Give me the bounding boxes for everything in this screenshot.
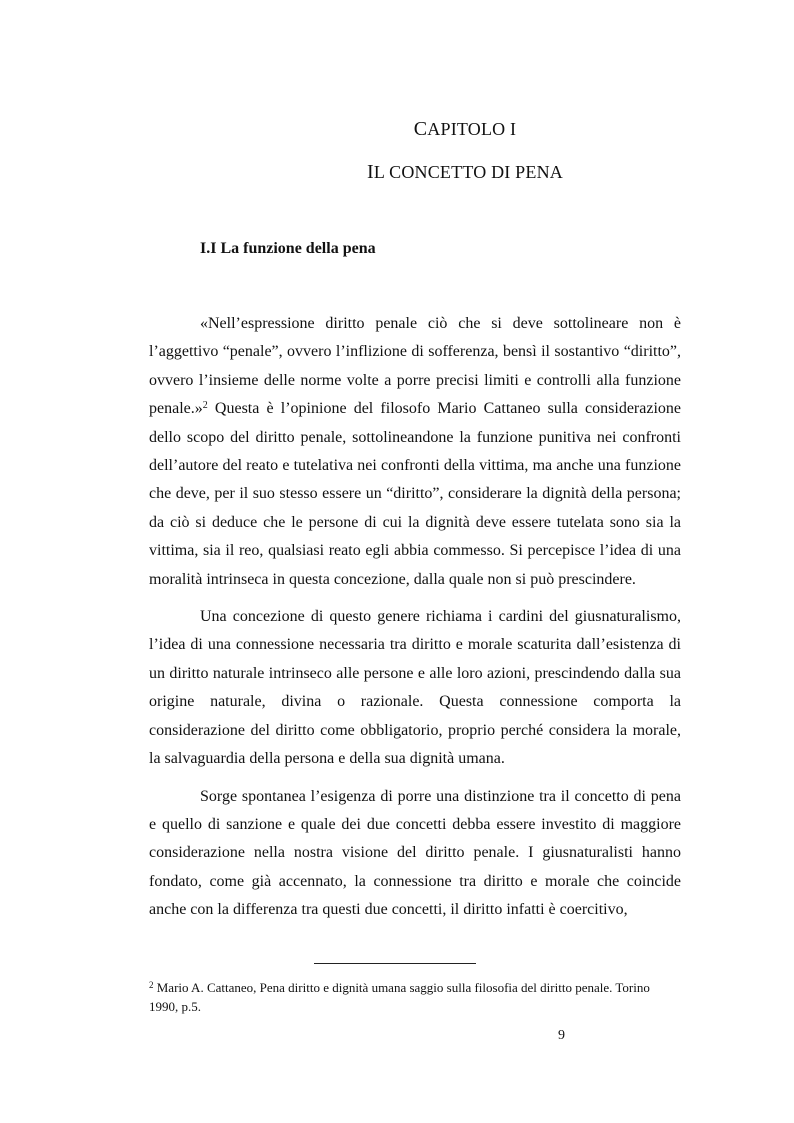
page-number: 9 [558,1028,565,1043]
footnote-marker: 2 [149,980,154,990]
footnote-divider [314,963,476,964]
chapter-title-rest: L CONCETTO DI PENA [373,162,563,182]
chapter-number-initial: C [413,118,428,140]
chapter-number-rest: APITOLO I [427,119,517,139]
paragraph-1 [149,310,681,594]
paragraph-1-continuation: Questa è l’opinione del filosofo Mario Cattaneo sulla considerazione dello scopo del diritto penale, sottolineandone la funzione punitiva nei confronti dell’autore del reato e tutelativa nei confronti della vittima, ma anche una funzione che deve, per il suo stesso essere un “diritto”, considerare la dignità della persona; da ciò si deduce che le persone di cui la dignità deve essere tutelata sono sia la vittima, sia il reo, qualsiasi reato egli abbia commesso. Si percepisce l’idea di una moralità intrinseca in questa concezione, dalla quale non si può prescindere. [149,400,681,588]
quote-text: «Nell’espressione diritto penale ciò che si deve sottolineare non è l’aggettivo “penale”, ovvero l’inflizione di sofferenza, bensì il sostantivo “diritto”, ovvero l’insieme delle norme volte a porre precisi limiti e controlli alla funzione penale.» [149,315,681,418]
chapter-title-initial: I [367,161,374,183]
chapter-title [0,161,794,184]
body-text [149,310,681,925]
paragraph-2: Una concezione di questo genere richiama i cardini del giusnaturalismo, l’idea di una connessione necessaria tra diritto e morale scaturita dall’esistenza di un diritto naturale intrinseco alle persone e alle loro azioni, prescindendo dalla sua origine naturale, divina o razionale. Questa connessione comporta la considerazione del diritto come obbligatorio, proprio perché considera la morale, la salvaguardia della persona e della sua dignità umana. [149,608,681,768]
footnote-reference[interactable]: 2 [202,400,208,412]
chapter-number [0,118,794,141]
paragraph-3: Sorge spontanea l’esigenza di porre una distinzione tra il concetto di pena e quello di sanzione e quale dei due concetti debba essere investito di maggiore considerazione nella nostra visione del diritto penale. I giusnaturalisti hanno fondato, come già accennato, la connessione tra diritto e morale che coincide anche con la differenza tra questi due concetti, il diritto infatti è coercitivo, [149,787,681,919]
footnote-text: Mario A. Cattaneo, Pena diritto e dignità umana saggio sulla filosofia del diritto penale. Torino 1990, p.5. [149,980,650,1014]
footnote [149,978,681,1016]
section-heading: I.I La funzione della pena [200,240,376,257]
